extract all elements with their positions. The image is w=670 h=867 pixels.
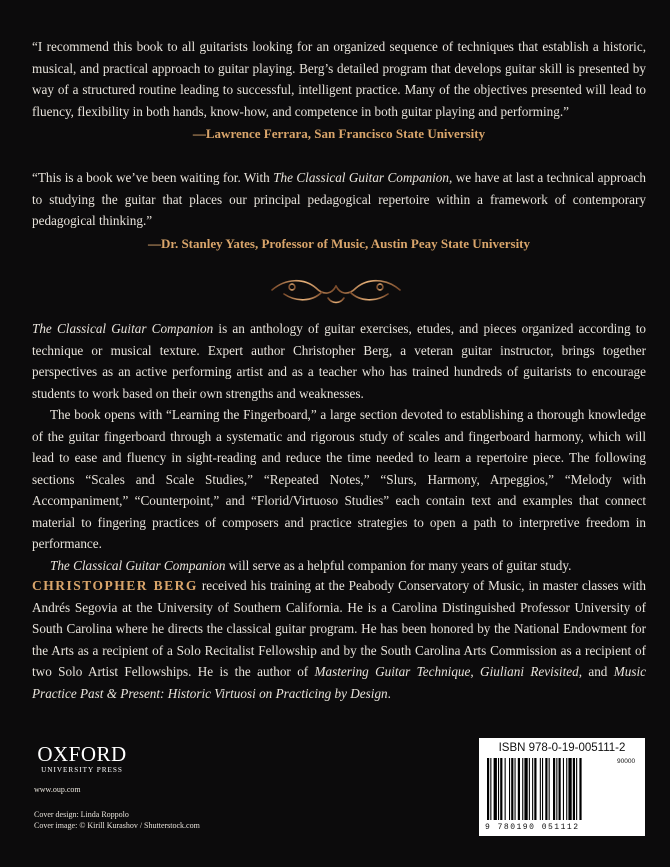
- quote-text: “I recommend this book to all guitarists looking for an organized sequence of techniques that establish a historic, musical, and practical approach to guitar playing. Berg’s detailed program that develops guitar skill is presented by way of a structured routine leading to successful, intelligent practice. Many of the objectives presented will lead to fluency, flexibility in both hands, know-how, and competence in both guitar playing and performing.”: [32, 39, 646, 119]
- quote-ferrara: [32, 36, 646, 145]
- quote-yates: [32, 167, 646, 254]
- book-description: [32, 318, 646, 576]
- cover-credits: [34, 809, 200, 831]
- quote-text-start: “This is a book we’ve been waiting for. With: [32, 170, 274, 185]
- bio-separator: .: [387, 685, 391, 701]
- quote-text-end: , we have at last a technical approach to studying the guitar that places our principal pedagogical repertoire within a framework of contemporary pedagogical thinking.”: [32, 170, 647, 228]
- quote-attribution: —Lawrence Ferrara, San Francisco State University: [192, 126, 486, 141]
- book-title: Music Practice Past & Present: Historic Virtuosi on Practicing by Design: [32, 664, 646, 701]
- price-code: 90000: [617, 758, 636, 765]
- description-text: will serve as a helpful companion for many years of guitar study.: [225, 557, 572, 573]
- bio-separator: ,: [470, 664, 481, 679]
- cover-image-credit: Cover image: © Kirill Kurashov / Shutterstock.com: [34, 821, 200, 830]
- barcode-digits: 9 780190 051112: [485, 823, 580, 832]
- description-text: is an anthology of guitar exercises, etudes, and pieces organized according to technique or musical texture. Expert author Christopher Berg, a veteran guitar instructor, brings together perspectives as an active performing artist and as a teacher who has trained hundreds of guitarists to encourage students to work based on their own strengths and weaknesses.: [32, 321, 647, 401]
- publisher-logo: [34, 743, 130, 775]
- cover-design-credit: Cover design: Linda Roppolo: [34, 810, 129, 819]
- book-title: Mastering Guitar Technique: [314, 664, 471, 679]
- description-paragraph: The book opens with “Learning the Fingerboard,” a large section devoted to establishing a thorough knowledge of the guitar fingerboard through a systematic and rigorous study of scales and fingerboard harmony, which will lead to ease and fluency in sight-reading and reduce the time needed to learn a repertoire piece. The following sections “Scales and Scale Studies,” “Repeated Notes,” “Slurs, Harmony, Arpeggios,” “Melody with Accompaniment,” “Counterpoint,” and “Florid/Virtuoso Studies” each contain text and examples that connect material to fingering practices of composers and practice strategies to open a path to interpretive freedom in performance.: [32, 407, 646, 551]
- book-title: Giuliani Revisited: [480, 664, 579, 679]
- book-title: The Classical Guitar Companion: [32, 321, 214, 336]
- bio-text: received his training at the Peabody Conservatory of Music, in master classes with Andrés Segovia at the University of Southern California. He is a Carolina Distinguished Professor University of South Carolina where he directs the classical guitar program. He has been honored by the National Endowment for the Arts as a recipient of a Solo Recitalist Fellowship and by the South Carolina Arts Commission as a recipient of two Solo Artist Fellowships. He is the author of: [32, 578, 646, 679]
- quote-attribution: —Dr. Stanley Yates, Professor of Music, Austin Peay State University: [147, 235, 531, 251]
- barcode-icon: [485, 758, 613, 822]
- publisher-name: OXFORD: [37, 742, 127, 766]
- bio-separator: , and: [578, 664, 614, 679]
- isbn-label: ISBN 978-0-19-005111-2: [498, 742, 626, 754]
- flourish-ornament-icon: [266, 272, 406, 308]
- book-title: The Classical Guitar Companion: [273, 170, 449, 185]
- publisher-url[interactable]: www.oup.com: [34, 785, 81, 794]
- author-bio: [32, 575, 646, 704]
- author-name: CHRISTOPHER BERG: [32, 578, 198, 593]
- publisher-subtitle: UNIVERSITY PRESS: [41, 766, 123, 774]
- quote-text: [32, 167, 646, 232]
- book-title: The Classical Guitar Companion: [50, 557, 226, 573]
- barcode-panel: [479, 738, 645, 836]
- description-paragraph: [32, 555, 646, 577]
- description-paragraph: [32, 318, 646, 404]
